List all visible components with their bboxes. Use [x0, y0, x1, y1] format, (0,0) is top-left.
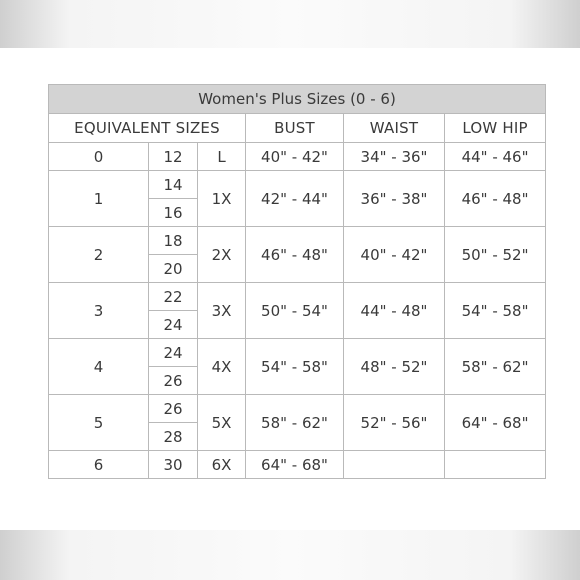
cell-misses-size: 24: [149, 311, 198, 339]
cell-plus-size: 5: [49, 395, 149, 451]
cell-low-hip: [445, 451, 546, 479]
table-row: [49, 227, 546, 255]
cell-misses-size: 28: [149, 423, 198, 451]
cell-plus-size: 2: [49, 227, 149, 283]
cell-letter-size: 2X: [198, 227, 246, 283]
header-low-hip: LOW HIP: [445, 114, 546, 143]
cell-low-hip: 46" - 48": [445, 171, 546, 227]
header-bust: BUST: [246, 114, 344, 143]
cell-misses-size: 26: [149, 395, 198, 423]
bottom-border-band: [0, 530, 580, 580]
cell-bust: 40" - 42": [246, 143, 344, 171]
cell-bust: 50" - 54": [246, 283, 344, 339]
cell-plus-size: 3: [49, 283, 149, 339]
title-row: [49, 85, 546, 114]
cell-bust: 42" - 44": [246, 171, 344, 227]
cell-letter-size: 1X: [198, 171, 246, 227]
cell-waist: 40" - 42": [344, 227, 445, 283]
cell-low-hip: 58" - 62": [445, 339, 546, 395]
cell-bust: 54" - 58": [246, 339, 344, 395]
cell-waist: 48" - 52": [344, 339, 445, 395]
cell-low-hip: 44" - 46": [445, 143, 546, 171]
cell-misses-size: 20: [149, 255, 198, 283]
cell-letter-size: 3X: [198, 283, 246, 339]
cell-bust: 58" - 62": [246, 395, 344, 451]
header-equivalent-sizes: EQUIVALENT SIZES: [49, 114, 246, 143]
cell-misses-size: 30: [149, 451, 198, 479]
cell-misses-size: 26: [149, 367, 198, 395]
cell-low-hip: 54" - 58": [445, 283, 546, 339]
header-row: [49, 114, 546, 143]
table-title: Women's Plus Sizes (0 - 6): [49, 85, 546, 114]
cell-misses-size: 12: [149, 143, 198, 171]
cell-letter-size: 4X: [198, 339, 246, 395]
cell-misses-size: 16: [149, 199, 198, 227]
cell-letter-size: L: [198, 143, 246, 171]
table-row: [49, 451, 546, 479]
table-row: [49, 283, 546, 311]
table-row: [49, 339, 546, 367]
cell-letter-size: 6X: [198, 451, 246, 479]
cell-waist: [344, 451, 445, 479]
cell-misses-size: 24: [149, 339, 198, 367]
header-waist: WAIST: [344, 114, 445, 143]
cell-misses-size: 14: [149, 171, 198, 199]
cell-plus-size: 6: [49, 451, 149, 479]
cell-plus-size: 0: [49, 143, 149, 171]
cell-letter-size: 5X: [198, 395, 246, 451]
cell-bust: 46" - 48": [246, 227, 344, 283]
cell-waist: 34" - 36": [344, 143, 445, 171]
top-border-band: [0, 0, 580, 48]
size-chart-table: [48, 84, 546, 479]
cell-low-hip: 50" - 52": [445, 227, 546, 283]
cell-misses-size: 22: [149, 283, 198, 311]
cell-waist: 44" - 48": [344, 283, 445, 339]
cell-waist: 52" - 56": [344, 395, 445, 451]
cell-plus-size: 4: [49, 339, 149, 395]
cell-low-hip: 64" - 68": [445, 395, 546, 451]
cell-bust: 64" - 68": [246, 451, 344, 479]
table-row: [49, 395, 546, 423]
cell-misses-size: 18: [149, 227, 198, 255]
table-row: [49, 143, 546, 171]
table-row: [49, 171, 546, 199]
cell-waist: 36" - 38": [344, 171, 445, 227]
cell-plus-size: 1: [49, 171, 149, 227]
